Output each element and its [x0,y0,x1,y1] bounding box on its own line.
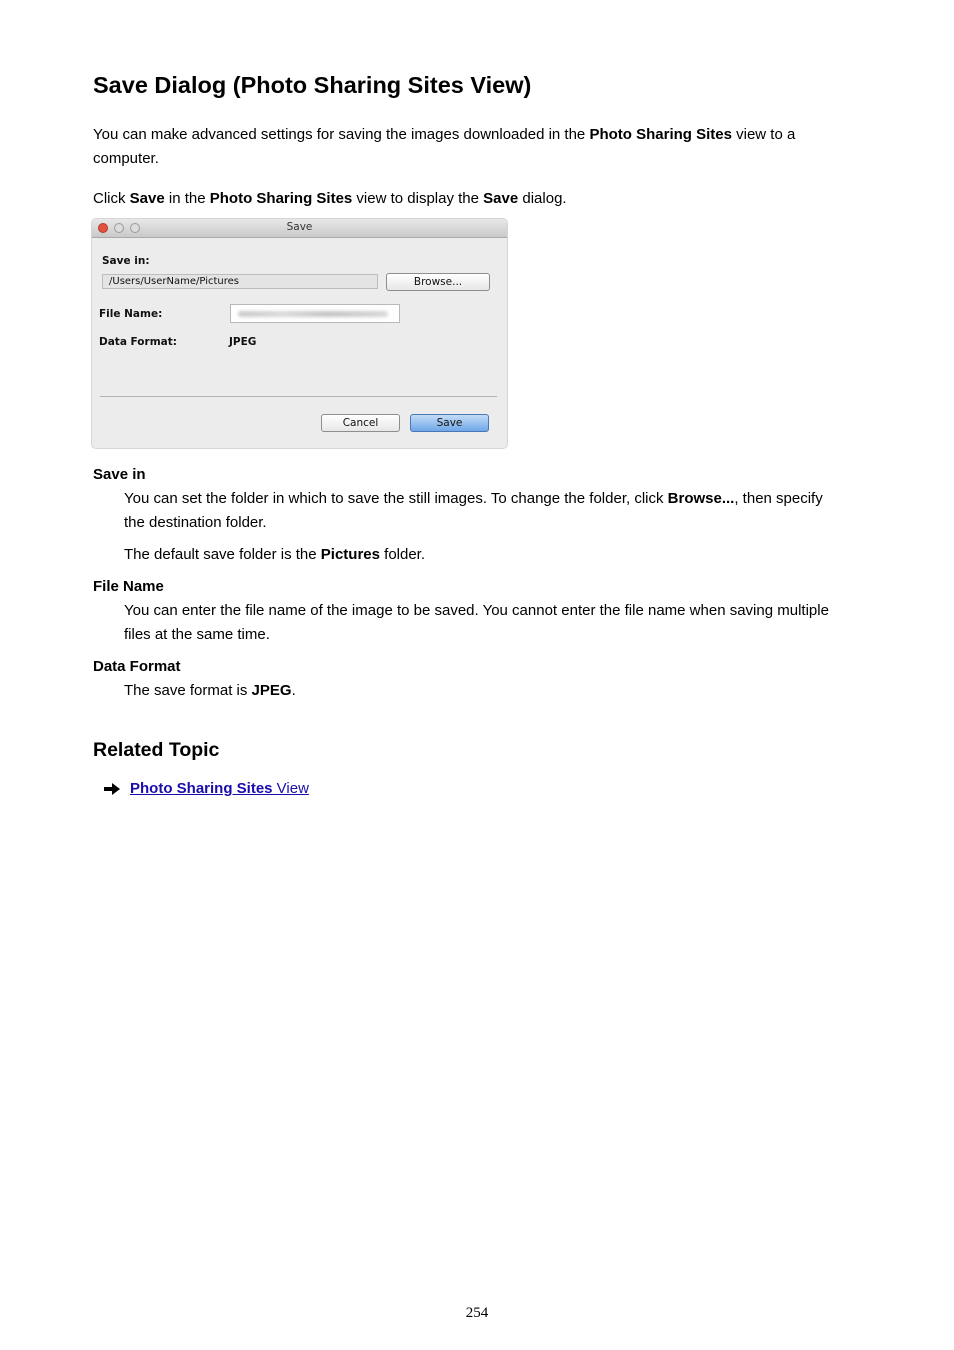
file-name-label: File Name: [99,308,163,320]
photo-sharing-sites-view-link[interactable] [130,777,309,801]
click-bold-3: Save [483,190,519,207]
intro-text-end: view to a computer. [93,126,796,167]
save-in-description [124,487,844,535]
click-bold-2: Photo Sharing Sites [209,190,353,207]
intro-text: You can make advanced settings for saving the images downloaded in the [93,126,590,143]
click-text-1: Click [93,190,130,207]
page-number: 254 [465,1305,489,1321]
cancel-button[interactable]: Cancel [321,414,400,432]
save-in-path-field: /Users/UserName/Pictures [102,274,378,289]
term-data-format: Data Format [93,658,181,675]
default-text-1: The default save folder is the [124,546,321,563]
format-bold: JPEG [251,682,292,699]
dialog-divider [100,396,497,397]
blurred-file-name [238,311,388,317]
file-name-input[interactable] [230,304,400,323]
click-text-3: view to display the [352,190,484,207]
intro-bold: Photo Sharing Sites [589,126,732,143]
link-bold-text: Photo Sharing Sites [130,780,273,797]
save-in-bold-1: Browse... [667,490,735,507]
default-bold: Pictures [320,546,380,563]
term-save-in: Save in [93,466,146,483]
data-format-label: Data Format: [99,336,177,348]
click-instruction [93,187,863,211]
save-in-label: Save in: [102,255,150,267]
file-name-description: You can enter the file name of the image to be saved. You cannot enter the file name when saving multiple files at the same time. [124,602,829,643]
save-button[interactable]: Save [410,414,489,432]
click-bold-1: Save [129,190,165,207]
click-text-4: dialog. [518,190,567,207]
save-in-default-note [124,543,844,567]
save-dialog-screenshot [92,219,507,448]
browse-button[interactable]: Browse... [386,273,490,291]
page-title: Save Dialog (Photo Sharing Sites View) [93,72,532,98]
format-text-1: The save format is [124,682,252,699]
save-in-text-1: You can set the folder in which to save the still images. To change the folder, click [124,490,668,507]
data-format-description [124,679,844,703]
related-topic-heading: Related Topic [93,739,220,761]
arrow-right-icon [104,783,120,795]
default-text-2: folder. [379,546,426,563]
data-format-value: JPEG [229,336,257,348]
format-text-2: . [291,682,296,699]
dialog-titlebar [92,219,507,238]
save-in-text-2: , then specify the destination folder. [124,490,823,531]
related-topic-item [104,777,309,801]
term-file-name: File Name [93,578,164,595]
dialog-title: Save [286,221,313,233]
click-text-2: in the [164,190,210,207]
intro-paragraph [93,123,863,171]
link-rest-text: View [272,780,309,797]
